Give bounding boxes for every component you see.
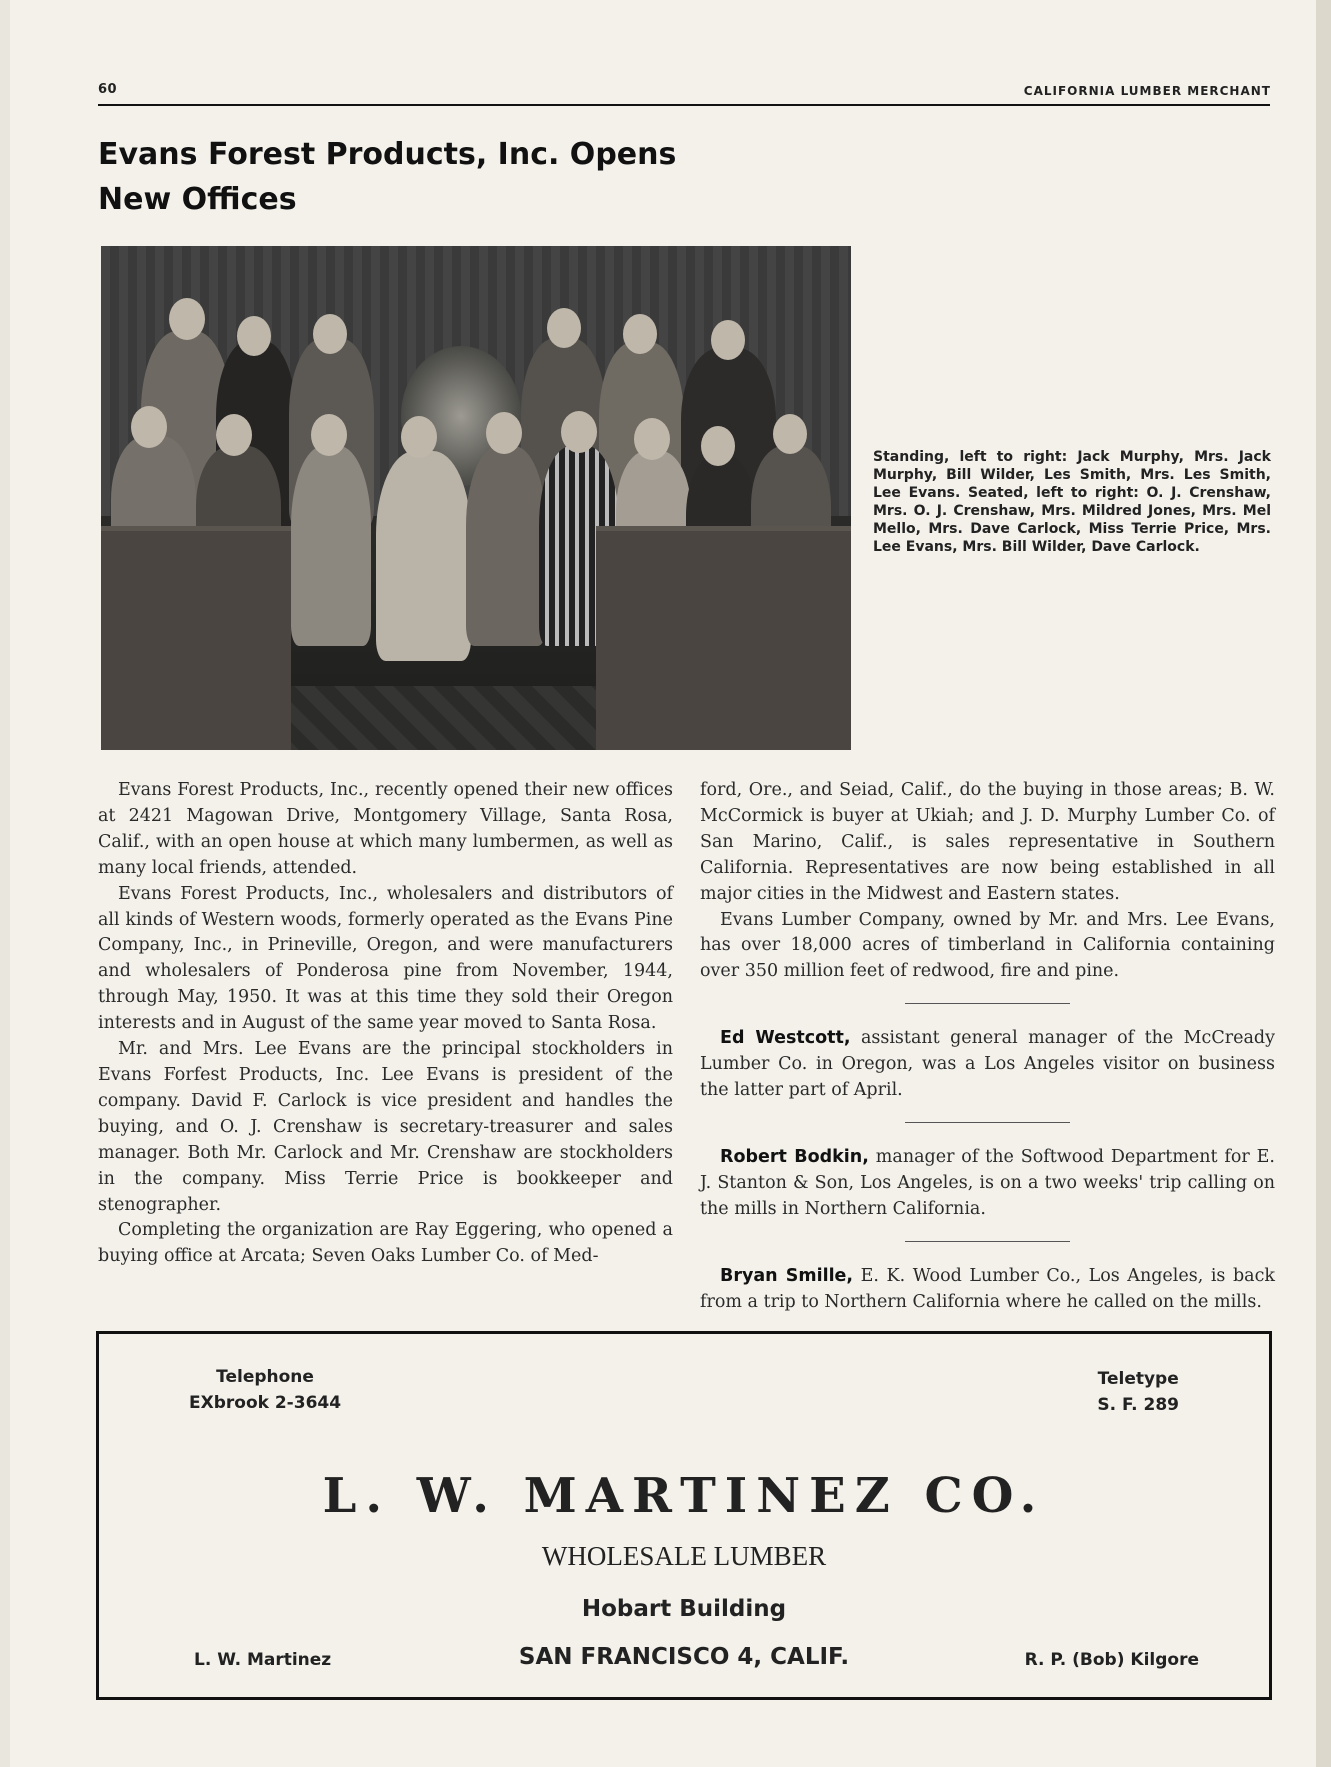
ad-telephone: [189, 1364, 341, 1416]
teletype-number: S. F. 289: [1097, 1395, 1179, 1415]
news-brief: [700, 1264, 1275, 1316]
teletype-label: Teletype: [1097, 1369, 1179, 1389]
divider: [905, 1003, 1070, 1004]
news-brief: [700, 1145, 1275, 1223]
news-brief: [700, 1026, 1275, 1104]
brief-name: Bryan Smille,: [720, 1265, 854, 1286]
headline-line-2: New Offices: [98, 182, 297, 217]
paragraph: Evans Forest Products, Inc., recently opened their new offices at 2421 Magowan Drive, Montgomery Village, Santa Rosa, Calif., with an open house at which many lumbermen, as well as many local friends, attended.: [98, 780, 673, 878]
divider: [905, 1241, 1070, 1242]
page-edge: [1316, 0, 1331, 1767]
ad-teletype: [1097, 1366, 1179, 1418]
brief-text: manager of the Softwood Department for E. J. Stanton & Son, Los Angeles, is on a two weeks' trip calling on the mills in Northern California.: [700, 1146, 1275, 1219]
brief-name: Ed Westcott,: [720, 1028, 851, 1049]
brief-text: E. K. Wood Lumber Co., Los Angeles, is back from a trip to Northern California where he called on the mills.: [700, 1265, 1275, 1312]
photo-caption: Standing, left to right: Jack Murphy, Mrs. Jack Murphy, Bill Wilder, Les Smith, Mrs. Les Smith, Lee Evans. Seated, left to right: O. J. Crenshaw, Mrs. O. J. Crenshaw, Mrs. Mildred Jones, Mrs. Mel Mello, Mrs. Dave Carlock, Miss Terrie Price, Mrs. Lee Evans, Mrs. Bill Wilder, Dave Carlock.: [873, 449, 1271, 555]
telephone-number: EXbrook 2-3644: [189, 1393, 342, 1413]
group-photo: [101, 246, 851, 750]
paragraph: Evans Lumber Company, owned by Mr. and Mrs. Lee Evans, has over 18,000 acres of timberland in California containing over 350 million feet of redwood, fire and pine.: [700, 909, 1275, 982]
paragraph: ford, Ore., and Seiad, Calif., do the buying in those areas; B. W. McCormick is buyer at Ukiah; and J. D. Murphy Lumber Co. of San Marino, Calif., is sales representative in Southern California. Representatives are now being established in all major cities in the Midwest and Eastern states.: [700, 780, 1275, 904]
article-column-1: [98, 778, 673, 1270]
ad-city: SAN FRANCISCO 4, CALIF.: [518, 1644, 850, 1670]
paragraph: Mr. and Mrs. Lee Evans are the principal stockholders in Evans Forfest Products, Inc. Lee Evans is president of the company. David F. Carlock is vice president and handles the buying, and O. J. Crenshaw is secretary-treasurer and sales manager. Both Mr. Carlock and Mr. Crenshaw are stockholders in the company. Miss Terrie Price is bookkeeper and stenographer.: [98, 1039, 673, 1215]
divider: [905, 1122, 1070, 1123]
article-column-2: [700, 778, 1275, 1316]
ad-left-name: L. W. Martinez: [194, 1650, 332, 1670]
ad-subtitle: WHOLESALE LUMBER: [541, 1541, 827, 1571]
article-headline: [98, 132, 798, 222]
header-rule: [98, 104, 1270, 106]
paragraph: Evans Forest Products, Inc., wholesalers and distributors of all kinds of Western woods, formerly operated as the Evans Pine Company, Inc., in Prineville, Oregon, and were manufacturers and wholesalers of Ponderosa pine from November, 1944, through May, 1950. It was at this time they sold their Oregon interests and in August of the same year moved to Santa Rosa.: [98, 883, 673, 1034]
brief-text: assistant general manager of the McCready Lumber Co. in Oregon, was a Los Angeles visitor on business the latter part of April.: [700, 1028, 1275, 1101]
paragraph: Completing the organization are Ray Eggering, who opened a buying office at Arcata; Seven Oaks Lumber Co. of Med-: [98, 1220, 673, 1267]
telephone-label: Telephone: [216, 1367, 314, 1387]
brief-name: Robert Bodkin,: [720, 1146, 869, 1167]
publication-title: CALIFORNIA LUMBER MERCHANT: [1023, 84, 1271, 98]
ad-right-name: R. P. (Bob) Kilgore: [1024, 1650, 1199, 1670]
ad-building: Hobart Building: [581, 1596, 787, 1622]
ad-firm-name: L. W. MARTINEZ CO.: [322, 1468, 1046, 1524]
advertisement-box: [96, 1331, 1272, 1700]
page-number: 60: [98, 82, 118, 97]
headline-line-1: Evans Forest Products, Inc. Opens: [98, 137, 677, 172]
